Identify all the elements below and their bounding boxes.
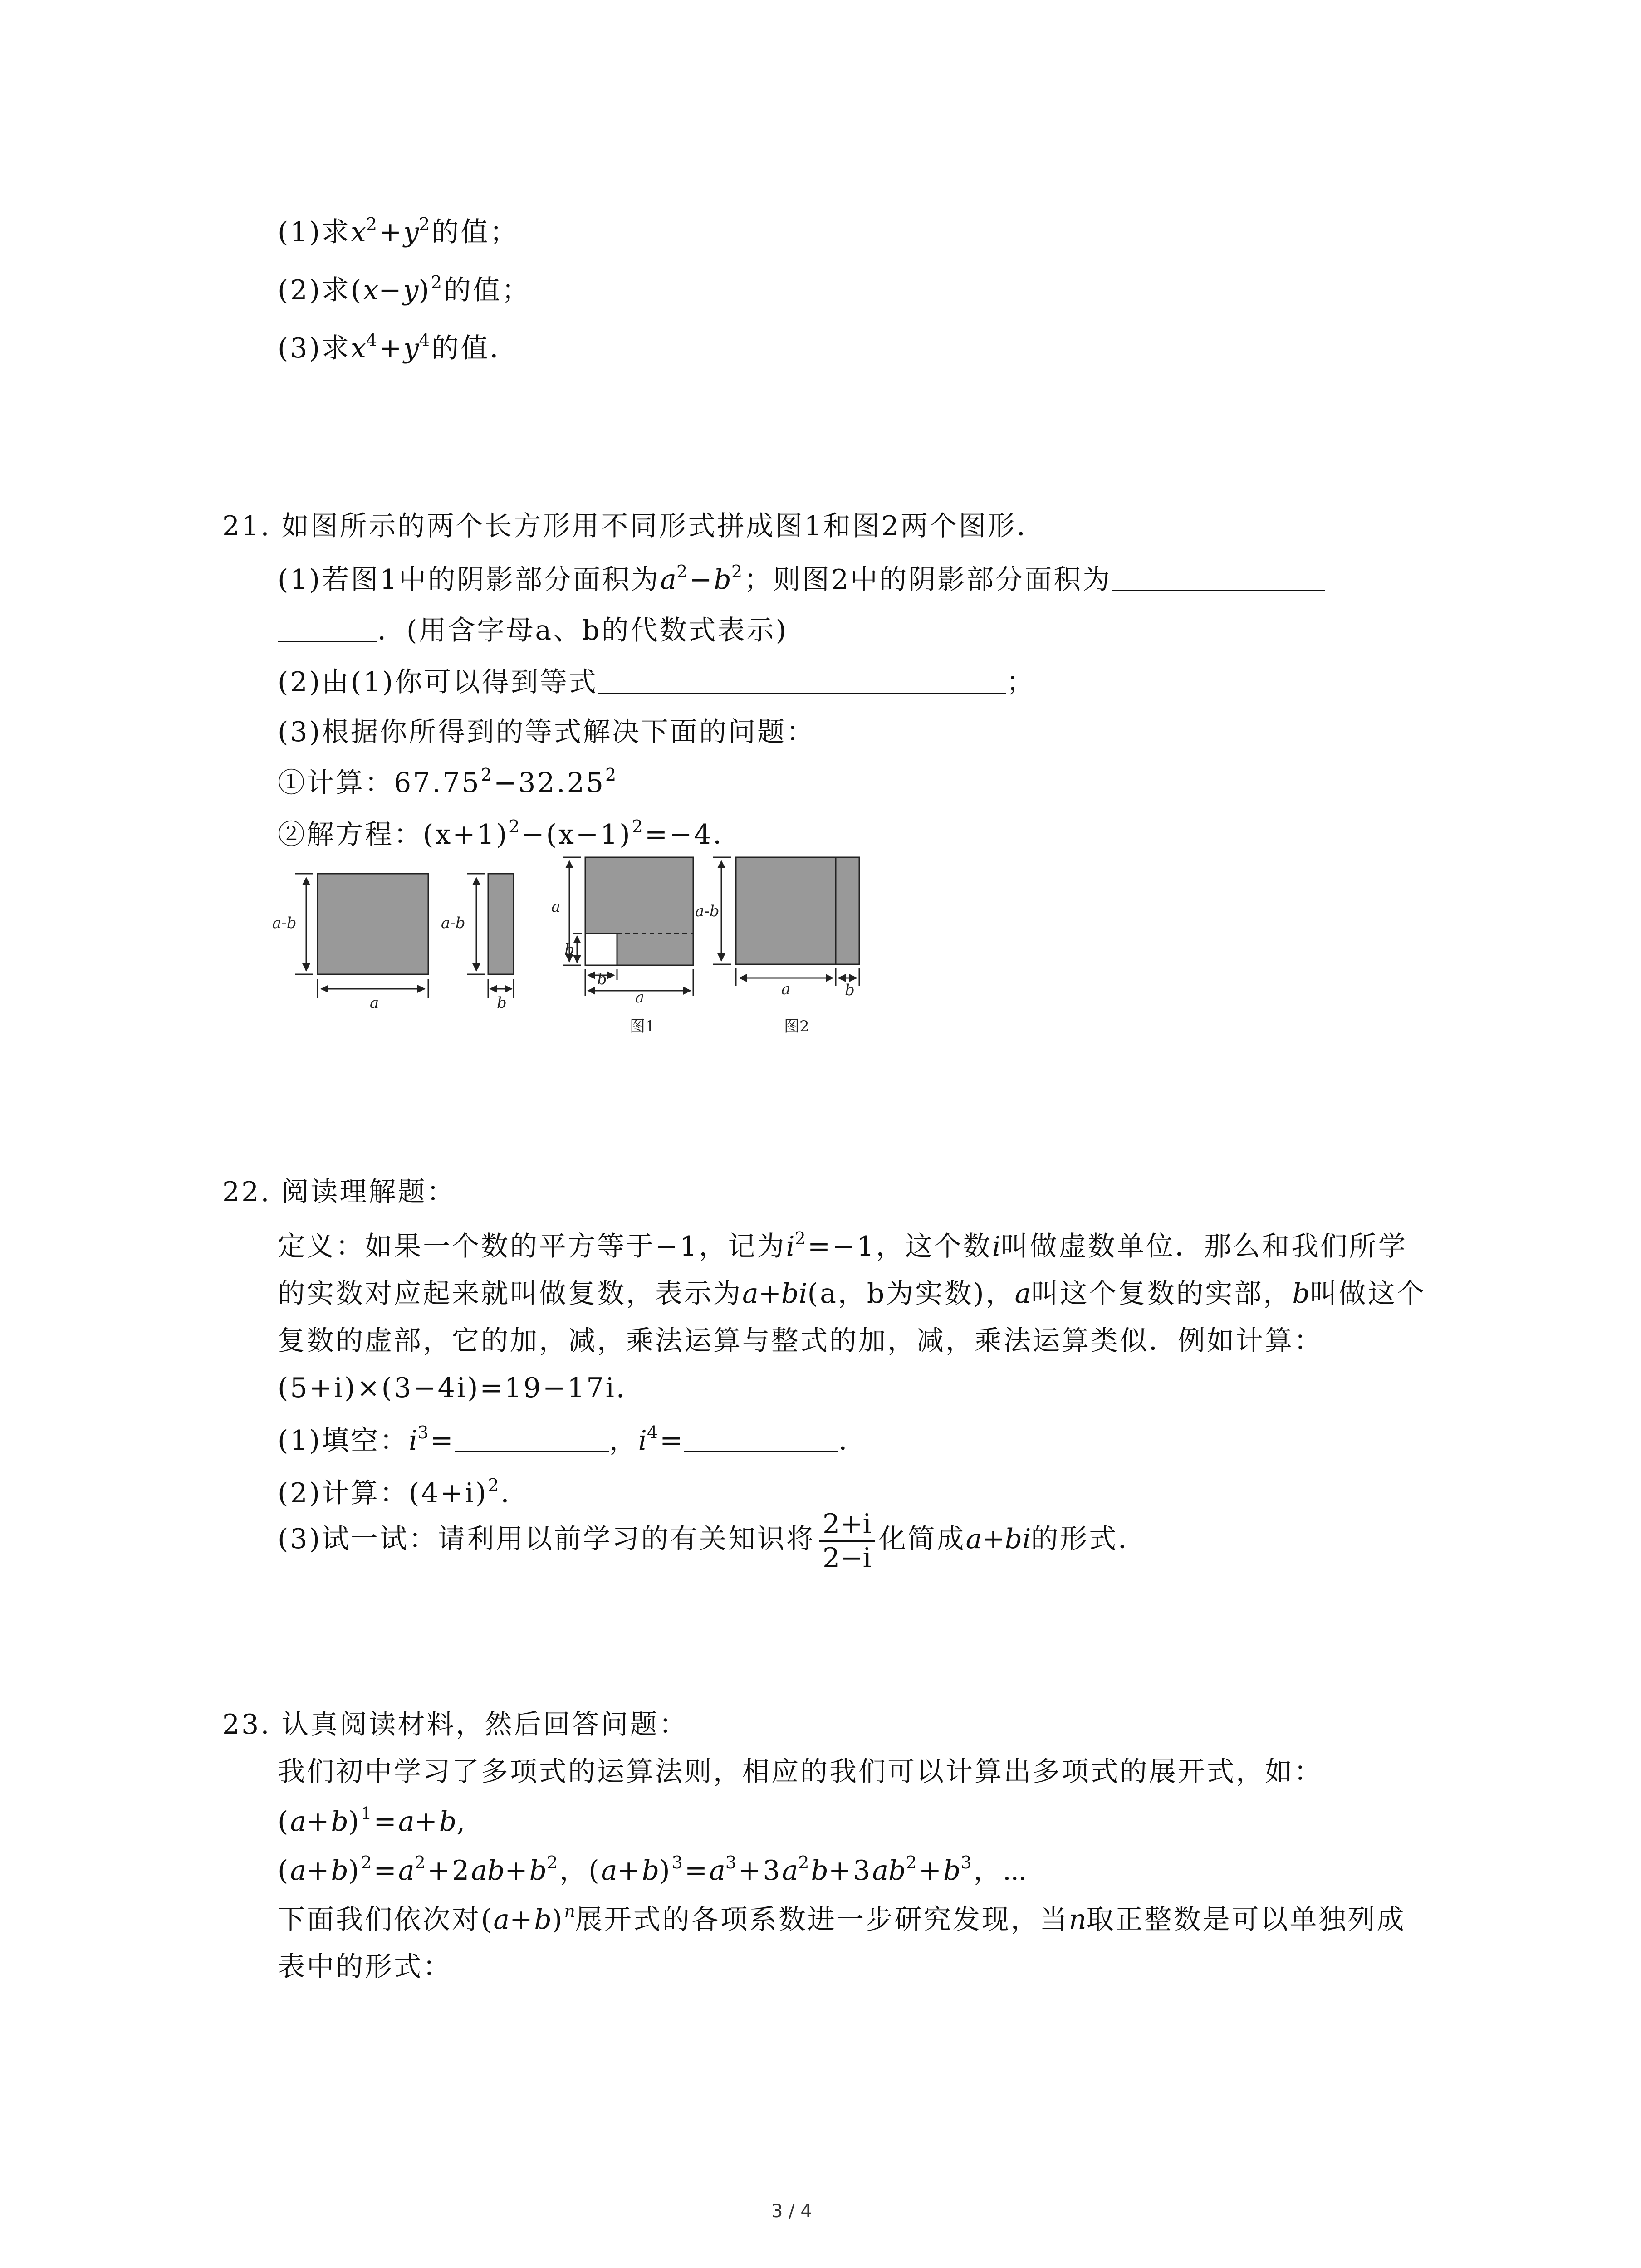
q23-expansion1: $(a+b)^1=a+b$, bbox=[278, 1804, 467, 1838]
q22-part3: (3)试一试：请利用以前学习的有关知识将 $\frac{2+i}{2-i}$ 化简成a+bi的形式． bbox=[278, 1508, 1147, 1574]
q20-part2: (2)求$(x-y)^2$的值； bbox=[278, 272, 531, 306]
q22-def3: 复数的虚部，它的加，减，乘法运算与整式的加，减，乘法运算类似．例如计算： bbox=[278, 1325, 1323, 1357]
label-amb: a-b bbox=[441, 914, 465, 932]
label-a: a bbox=[370, 994, 379, 1012]
label-a: a bbox=[551, 898, 561, 916]
q22-def1: 定义：如果一个数的平方等于−1，记为$i^2=-1$，这个数i叫做虚数单位．那么和我们所学 bbox=[278, 1228, 1407, 1262]
q23-expansion2: $(a+b)^2=a^2+2ab+b^2$，$(a+b)^3=a^3+3a^2b+3ab^2+b^3$，⋯ bbox=[278, 1853, 1029, 1887]
q21-part3: (3)根据你所得到的等式解决下面的问题： bbox=[278, 716, 815, 748]
answer-blank[interactable] bbox=[684, 1428, 838, 1452]
rect-a-by-amb bbox=[318, 874, 428, 974]
q22-example: (5+i)×(3−4i)=19−17i. bbox=[278, 1372, 627, 1404]
fig2-caption: 图2 bbox=[784, 1017, 809, 1036]
label-b: b bbox=[597, 970, 607, 988]
q21-part1-cont: ．(用含字母a、b的代数式表示) bbox=[278, 614, 788, 647]
q20-part1: (1)求$x^2+y^2$的值； bbox=[278, 214, 519, 248]
q23-text1: 我们初中学习了多项式的运算法则，相应的我们可以计算出多项式的展开式，如： bbox=[278, 1756, 1323, 1788]
q21-calc: ①计算：$67.75^2-32.25^2$ bbox=[278, 765, 618, 799]
q22-part2: (2)计算：$(4+i)^2$． bbox=[278, 1475, 530, 1509]
q21-equation: ②解方程：$(x+1)^2-(x-1)^2=-4$． bbox=[278, 816, 742, 850]
fraction: $\frac{2+i}{2-i}$ bbox=[819, 1508, 875, 1574]
q21-figures bbox=[0, 0, 1641, 1089]
q21-part2: (2)由(1)你可以得到等式 ； bbox=[278, 666, 1035, 698]
q23-text2: 下面我们依次对$(a+b)^n$展开式的各项系数进一步研究发现，当n取正整数是可以单独列成 bbox=[278, 1901, 1406, 1936]
page-number: 3 / 4 bbox=[771, 2201, 812, 2222]
rect-b-by-amb bbox=[488, 874, 514, 974]
q23-title: 23. 认真阅读材料，然后回答问题： bbox=[222, 1709, 688, 1740]
label-b: b bbox=[564, 941, 574, 959]
label-amb: a-b bbox=[272, 914, 297, 932]
q22-part1: (1)填空：$i^3=$ ，$i^4=$ ． bbox=[278, 1422, 868, 1457]
q21-part1: (1)若图1中的阴影部分面积为$a^2-b^2$；则图2中的阴影部分面积为 bbox=[278, 563, 1325, 596]
label-b: b bbox=[497, 994, 507, 1012]
label-a: a bbox=[635, 988, 645, 1007]
label-amb: a-b bbox=[695, 902, 720, 920]
q21-title: 21. 如图所示的两个长方形用不同形式拼成图1和图2两个图形． bbox=[222, 510, 1046, 542]
fig2-rect bbox=[736, 857, 859, 964]
q22-title: 22. 阅读理解题： bbox=[222, 1176, 456, 1208]
fig1-small-square bbox=[585, 934, 617, 965]
q20-part3: (3)求$x^4+y^4$的值． bbox=[278, 330, 519, 364]
label-a: a bbox=[781, 980, 791, 998]
q22-def2: 的实数对应起来就叫做复数，表示为a+bi(a，b为实数)，a叫这个复数的实部，b叫做这个 bbox=[278, 1278, 1426, 1310]
answer-blank[interactable] bbox=[455, 1428, 609, 1452]
label-b: b bbox=[845, 981, 855, 999]
fig1-caption: 图1 bbox=[630, 1017, 655, 1036]
q23-text3: 表中的形式： bbox=[278, 1951, 452, 1983]
